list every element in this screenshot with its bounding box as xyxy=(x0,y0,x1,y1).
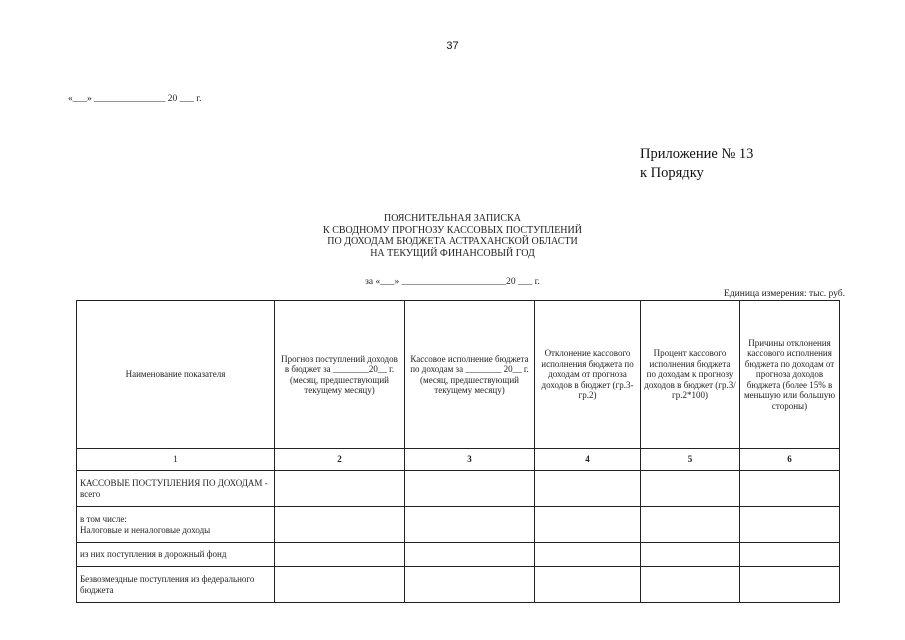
table-cell xyxy=(275,507,405,543)
row-label: Безвозмездные поступления из федерального бюджета xyxy=(77,567,275,603)
header-deviation: Отклонение кассового исполнения бюджета по доходам от прогноза доходов в бюджет (гр.3-гр.2) xyxy=(535,301,641,449)
period-line: за «___» ______________________20 ___ г. xyxy=(365,277,540,287)
column-number: 2 xyxy=(275,449,405,471)
header-indicator-name: Наименование показателя xyxy=(77,301,275,449)
table-cell xyxy=(275,543,405,567)
table-cell xyxy=(740,507,840,543)
header-reasons: Причины отклонения кассового исполнения бюджета по доходам от прогноза доходов бюджета (более 15% в меньшую или большую стороны) xyxy=(740,301,840,449)
row-label-line: в том числе: xyxy=(80,514,127,524)
report-table xyxy=(76,300,840,603)
table-cell xyxy=(535,471,641,507)
table-cell xyxy=(740,543,840,567)
table-cell xyxy=(641,543,740,567)
header-forecast: Прогноз поступлений доходов в бюджет за ________20__ г. (месяц, предшествующий текущему месяцу) xyxy=(275,301,405,449)
table-cell xyxy=(405,567,535,603)
column-number: 1 xyxy=(77,449,275,471)
header-execution: Кассовое исполнение бюджета по доходам за ________ 20__ г. (месяц, предшествующий текущему месяцу) xyxy=(405,301,535,449)
table-cell xyxy=(275,471,405,507)
table-cell xyxy=(641,471,740,507)
title-line-2: К СВОДНОМУ ПРОГНОЗУ КАССОВЫХ ПОСТУПЛЕНИЙ xyxy=(323,224,582,236)
row-label-line: Налоговые и неналоговые доходы xyxy=(80,524,211,535)
appendix-reference xyxy=(640,145,753,183)
table-row xyxy=(77,567,840,603)
row-label: КАССОВЫЕ ПОСТУПЛЕНИЯ ПО ДОХОДАМ - всего xyxy=(77,471,275,507)
table-cell xyxy=(740,471,840,507)
table-cell xyxy=(535,567,641,603)
title-line-3: ПО ДОХОДАМ БЮДЖЕТА АСТРАХАНСКОЙ ОБЛАСТИ xyxy=(327,236,578,247)
table-cell xyxy=(405,471,535,507)
table-cell xyxy=(740,567,840,603)
units-line: Единица измерения: тыс. руб. xyxy=(724,289,845,299)
table-cell xyxy=(535,543,641,567)
column-number: 4 xyxy=(535,449,641,471)
appendix-order: к Порядку xyxy=(640,165,704,181)
table-cell xyxy=(405,507,535,543)
table-row xyxy=(77,507,840,543)
row-label: из них поступления в дорожный фонд xyxy=(77,543,275,567)
table-cell xyxy=(641,567,740,603)
date-line: «___» _______________ 20 ___ г. xyxy=(68,94,202,104)
header-percent: Процент кассового исполнения бюджета по доходам к прогнозу доходов в бюджет (гр.3/гр.2*100) xyxy=(641,301,740,449)
appendix-number: Приложение № 13 xyxy=(640,146,754,162)
table-cell xyxy=(405,543,535,567)
title-line-4: НА ТЕКУЩИЙ ФИНАНСОВЫЙ ГОД xyxy=(370,247,535,259)
table-cell xyxy=(535,507,641,543)
row-label xyxy=(77,507,275,543)
column-number: 3 xyxy=(405,449,535,471)
table-header-row xyxy=(77,301,840,449)
column-number: 5 xyxy=(641,449,740,471)
table-cell xyxy=(275,567,405,603)
table-cell xyxy=(641,507,740,543)
column-number-row xyxy=(77,449,840,471)
table-row xyxy=(77,471,840,507)
table-row xyxy=(77,543,840,567)
page-number: 37 xyxy=(446,40,459,52)
document-title xyxy=(200,213,705,259)
column-number: 6 xyxy=(740,449,840,471)
title-line-1: ПОЯСНИТЕЛЬНАЯ ЗАПИСКА xyxy=(384,213,521,224)
